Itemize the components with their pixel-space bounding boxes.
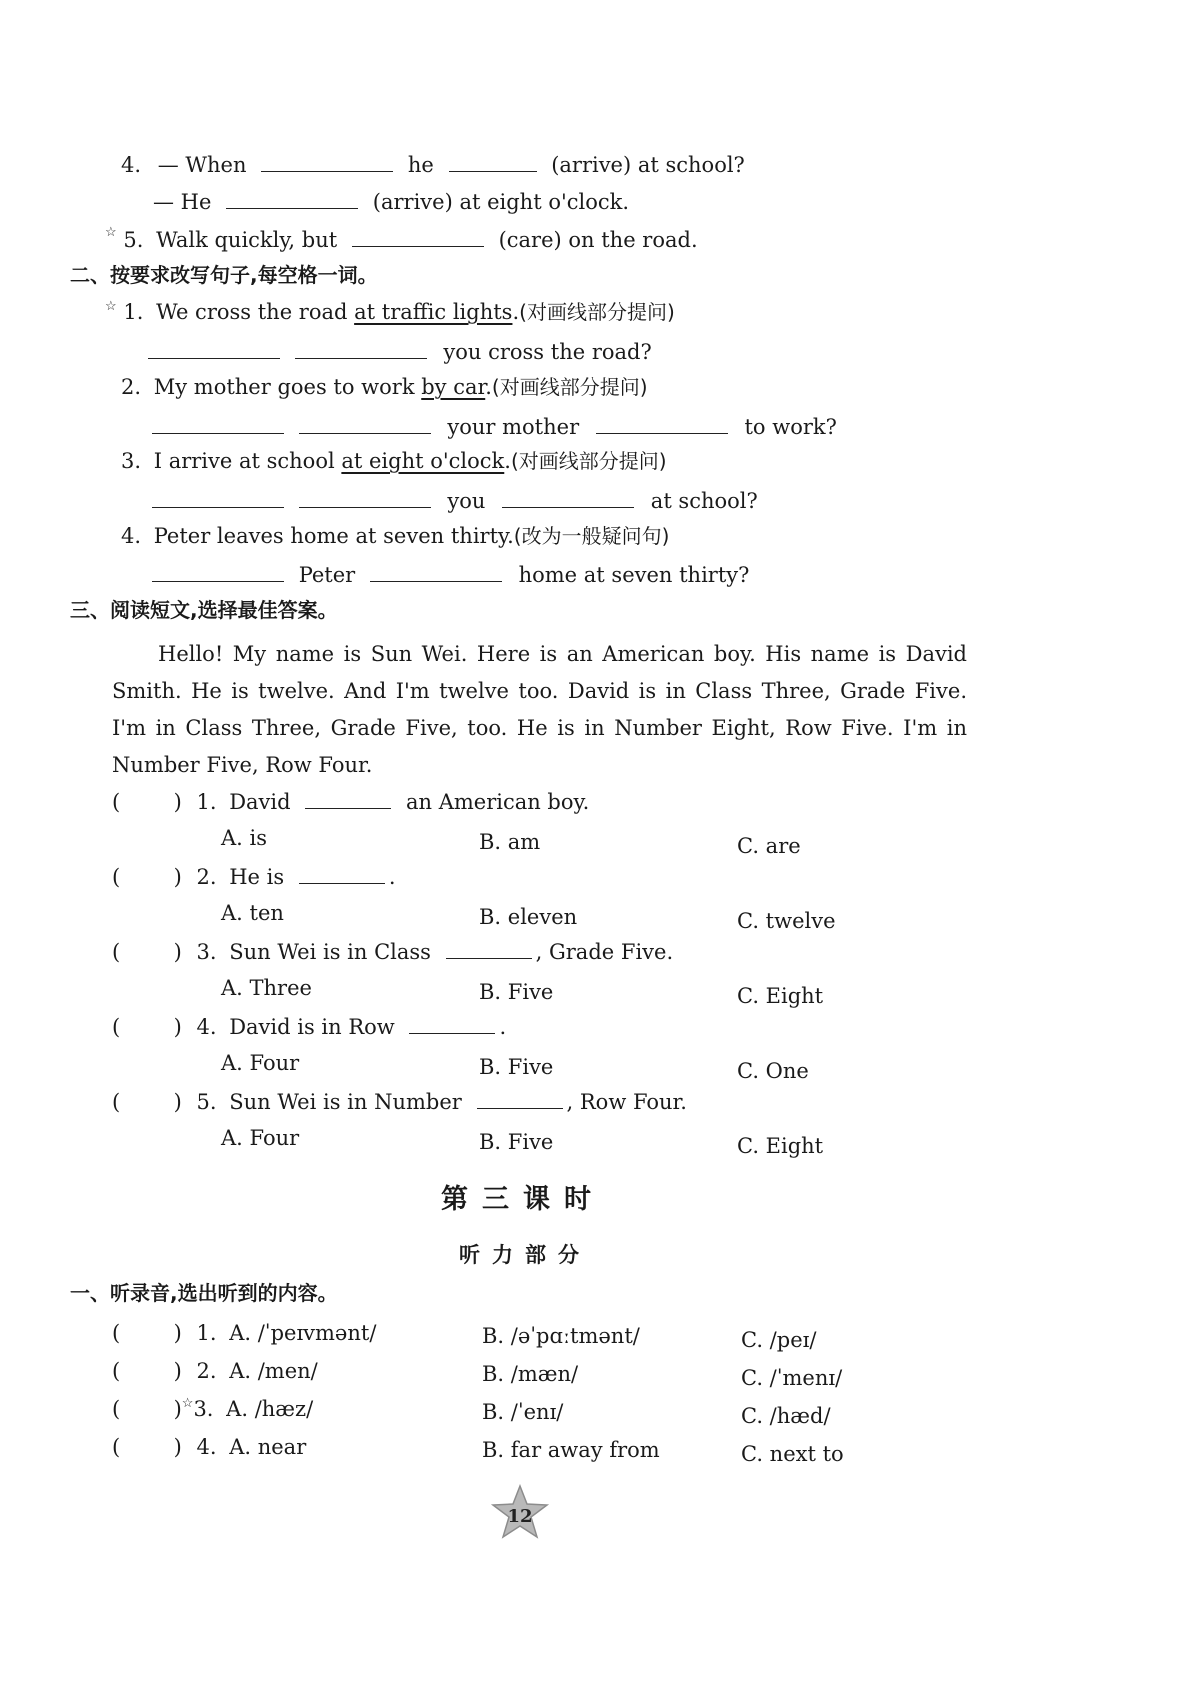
listening-item-4 (112, 1437, 306, 1458)
answer-blank[interactable] (152, 415, 284, 434)
answer-blank[interactable] (299, 489, 431, 508)
answer-blank[interactable] (409, 1015, 495, 1034)
question-4-answer-line (153, 190, 629, 213)
question-4 (121, 153, 745, 176)
question-text: an American boy. (405, 790, 590, 814)
listening-item-3 (112, 1396, 314, 1421)
option-a[interactable]: A. Four (221, 1126, 300, 1150)
part-title: 听力部分 (459, 1243, 591, 1267)
option-c[interactable]: C. One (737, 1059, 809, 1083)
question-text: at school? (650, 489, 758, 513)
question-number: 3. (196, 940, 217, 964)
answer-blank[interactable] (305, 790, 391, 809)
option-b[interactable]: B. /əˈpɑːtmənt/ (482, 1324, 640, 1348)
question-text: (arrive) at eight o'clock. (372, 190, 630, 214)
option-b[interactable]: B. Five (479, 1055, 554, 1079)
option-c[interactable]: C. /ˈmenɪ/ (741, 1366, 843, 1390)
answer-blank[interactable] (261, 153, 393, 172)
option-a[interactable]: A. near (229, 1435, 307, 1459)
question-text: . (388, 865, 396, 889)
answer-paren-close: ) (173, 1359, 182, 1383)
question-text: . (512, 300, 520, 324)
option-b[interactable]: B. Five (479, 1130, 554, 1154)
instruction-note: (对画线部分提问) (491, 375, 648, 399)
answer-blank[interactable] (226, 190, 358, 209)
question-text: I arrive at school (153, 449, 335, 473)
reading-question-4 (112, 1015, 506, 1038)
reading-question-2 (112, 865, 396, 888)
question-text: (arrive) at school? (551, 153, 745, 177)
answer-paren-open: ( (112, 1397, 121, 1421)
answer-blank[interactable] (502, 489, 634, 508)
question-text: to work? (744, 415, 837, 439)
question-5 (105, 225, 698, 252)
listening-heading: 一、听录音,选出听到的内容。 (70, 1281, 338, 1305)
question-number: 4. (196, 1435, 217, 1459)
answer-paren-close: ) (173, 1090, 182, 1114)
answer-blank[interactable] (449, 153, 537, 172)
option-a[interactable]: A. /hæz/ (226, 1397, 314, 1421)
question-text: He is (229, 865, 285, 889)
answer-paren-open: ( (112, 940, 121, 964)
star-icon: ☆ (105, 299, 117, 314)
question-text: . (504, 449, 511, 473)
answer-paren-open: ( (112, 1435, 121, 1459)
reading-question-1 (112, 790, 589, 813)
option-a[interactable]: A. ten (221, 901, 284, 925)
answer-paren-close: ) (173, 1397, 182, 1421)
question-text: home at seven thirty? (518, 563, 750, 587)
answer-blank[interactable] (477, 1090, 563, 1109)
question-text: Sun Wei is in Number (229, 1090, 462, 1114)
star-icon: ☆ (181, 1396, 194, 1411)
page-number: 12 (507, 1506, 533, 1527)
option-b[interactable]: B. Five (479, 980, 554, 1004)
answer-blank[interactable] (370, 563, 502, 582)
option-a[interactable]: A. Four (221, 1051, 300, 1075)
option-a[interactable]: A. /ˈpeɪvmənt/ (229, 1321, 377, 1345)
question-number: 1. (196, 1321, 217, 1345)
question-number: 4. (121, 524, 142, 548)
answer-paren-open: ( (112, 1321, 121, 1345)
answer-blank[interactable] (352, 228, 484, 247)
rewrite-question-2 (121, 377, 648, 398)
question-text: you cross the road? (443, 340, 652, 364)
answer-paren-close: ) (173, 1435, 182, 1459)
question-text: Sun Wei is in Class (229, 940, 431, 964)
question-text: — When (157, 153, 247, 177)
option-b[interactable]: B. /mæn/ (482, 1362, 579, 1386)
rewrite-question-3 (121, 451, 667, 472)
option-b[interactable]: B. far away from (482, 1438, 660, 1462)
star-icon: ☆ (105, 225, 117, 240)
option-c[interactable]: C. /peɪ/ (741, 1328, 817, 1352)
answer-paren-close: ) (173, 1015, 182, 1039)
rewrite-answer-2 (152, 415, 837, 438)
reading-question-5 (112, 1090, 687, 1113)
question-text: — He (153, 190, 212, 214)
answer-paren-open: ( (112, 865, 121, 889)
question-text: , Row Four. (566, 1090, 687, 1114)
underlined-phrase: at eight o'clock (341, 449, 505, 473)
question-number: 2. (196, 865, 217, 889)
answer-blank[interactable] (446, 940, 532, 959)
question-number: 5. (196, 1090, 217, 1114)
page-number-badge (489, 1484, 551, 1546)
instruction-note: (对画线部分提问) (519, 300, 675, 324)
question-text: , Grade Five. (535, 940, 674, 964)
option-c[interactable]: C. Eight (737, 984, 824, 1008)
option-c[interactable]: C. twelve (737, 909, 836, 933)
answer-paren-close: ) (173, 940, 182, 964)
answer-paren-open: ( (112, 1015, 121, 1039)
underlined-phrase: at traffic lights (354, 300, 513, 324)
question-number: 5. (123, 228, 144, 252)
answer-blank[interactable] (299, 415, 431, 434)
section-3-heading: 三、阅读短文,选择最佳答案。 (70, 598, 338, 622)
option-c[interactable]: C. Eight (737, 1134, 824, 1158)
option-a[interactable]: A. Three (221, 976, 312, 1000)
question-text: David is in Row (229, 1015, 395, 1039)
question-text: . (499, 1015, 507, 1039)
instruction-note: (对画线部分提问) (510, 449, 667, 473)
question-text: Walk quickly, but (156, 228, 338, 252)
answer-blank[interactable] (299, 865, 385, 884)
option-c[interactable]: C. /hæd/ (741, 1404, 831, 1428)
question-number: 3. (121, 449, 142, 473)
question-number: 3. (193, 1397, 214, 1421)
answer-paren-close: ) (173, 865, 182, 889)
question-text: David (229, 790, 291, 814)
rewrite-answer-4 (152, 563, 749, 586)
answer-paren-close: ) (173, 1321, 182, 1345)
answer-blank[interactable] (152, 563, 284, 582)
option-a[interactable]: A. /men/ (229, 1359, 318, 1383)
section-2-heading: 二、按要求改写句子,每空格一词。 (70, 263, 378, 287)
question-number: 1. (123, 300, 144, 324)
question-text: Peter (298, 563, 356, 587)
question-text: he (407, 153, 434, 177)
option-c[interactable]: C. are (737, 834, 801, 858)
underlined-phrase: by car (421, 375, 486, 399)
question-text: My mother goes to work (153, 375, 415, 399)
rewrite-answer-1 (148, 340, 652, 363)
answer-blank[interactable] (295, 340, 427, 359)
listening-item-2 (112, 1361, 318, 1382)
lesson-title: 第三课时 (441, 1184, 605, 1215)
answer-paren-open: ( (112, 790, 121, 814)
question-text: your mother (447, 415, 580, 439)
answer-paren-open: ( (112, 1090, 121, 1114)
option-c[interactable]: C. next to (741, 1442, 844, 1466)
question-text: Peter leaves home at seven thirty. (153, 524, 514, 548)
option-b[interactable]: B. eleven (479, 905, 578, 929)
question-number: 1. (196, 790, 217, 814)
question-text: you (447, 489, 486, 513)
option-b[interactable]: B. /ˈenɪ/ (482, 1400, 564, 1424)
answer-paren-open: ( (112, 1359, 121, 1383)
answer-blank[interactable] (148, 340, 280, 359)
question-number: 2. (196, 1359, 217, 1383)
question-text: We cross the road (156, 300, 348, 324)
instruction-note: (改为一般疑问句) (513, 524, 670, 548)
listening-item-1 (112, 1323, 376, 1344)
question-number: 2. (121, 375, 142, 399)
question-number: 4. (196, 1015, 217, 1039)
answer-paren-close: ) (173, 790, 182, 814)
answer-blank[interactable] (152, 489, 284, 508)
question-number: 4. (121, 153, 142, 177)
option-a[interactable]: A. is (221, 826, 268, 850)
reading-passage: Hello! My name is Sun Wei. Here is an American boy. His name is David Smith. He is twelve. And I'm twelve too. David is in Class Three, Grade Five. I'm in Class Three, Grade Five, too. He is in Number Eight, Row Five. I'm in Number Five, Row Four. (112, 642, 967, 777)
reading-question-3 (112, 940, 673, 963)
question-text: (care) on the road. (498, 228, 698, 252)
rewrite-question-4 (121, 526, 669, 547)
option-b[interactable]: B. am (479, 830, 541, 854)
rewrite-answer-3 (152, 489, 758, 512)
answer-blank[interactable] (596, 415, 728, 434)
question-text: . (485, 375, 492, 399)
rewrite-question-1 (105, 299, 675, 324)
